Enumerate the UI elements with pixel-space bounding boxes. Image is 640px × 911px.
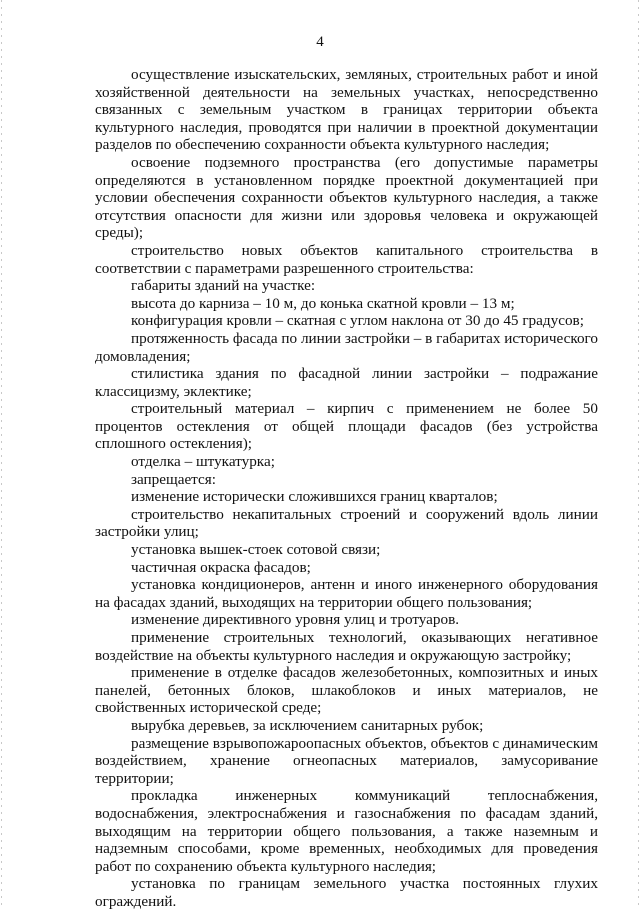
paragraph: вырубка деревьев, за исключением санитарных рубок; bbox=[131, 716, 484, 734]
paragraph: применение в отделке фасадов железобетонных, композитных и иных панелей, бетонных блоков, шлакоблоков и иных материалов, не свойственных исторической среде; bbox=[95, 664, 598, 717]
paragraph: изменение исторически сложившихся границ кварталов; bbox=[131, 488, 498, 506]
paragraph: освоение подземного пространства (его допустимые параметры определяются в установленном порядке проектной документацией при условии обеспечения сохранности объектов культурного наследия, а также отсутствия опасности для жизни или здоровья человека и окружающей среды); bbox=[95, 153, 598, 242]
paragraph: частичная окраска фасадов; bbox=[131, 558, 311, 576]
paragraph: высота до карниза – 10 м, до конька скатной кровли – 13 м; bbox=[131, 294, 515, 312]
paragraph: протяженность фасада по линии застройки – в габаритах исторического домовладения; bbox=[95, 329, 598, 365]
paragraph: отделка – штукатурка; bbox=[131, 453, 275, 471]
document-body bbox=[95, 66, 598, 911]
paragraph: строительство новых объектов капитального строительства в соответствии с параметрами разрешенного строительства: bbox=[95, 241, 598, 277]
paragraph: установка вышек-стоек сотовой связи; bbox=[131, 541, 381, 559]
paragraph: запрещается: bbox=[131, 470, 216, 488]
paragraph: габариты зданий на участке: bbox=[131, 277, 316, 295]
scan-edge-left bbox=[1, 0, 2, 905]
paragraph: размещение взрывопожароопасных объектов, объектов с динамическим воздействием, хранение огнеопасных материалов, замусоривание территории; bbox=[95, 734, 598, 787]
paragraph: применение строительных технологий, оказывающих негативное воздействие на объекты культурного наследия и окружающую застройку; bbox=[95, 629, 598, 664]
paragraph: изменение директивного уровня улиц и тротуаров. bbox=[131, 611, 460, 629]
page-number: 4 bbox=[316, 34, 324, 50]
paragraph: осуществление изыскательских, земляных, строительных работ и иной хозяйственной деятельности на земельных участках, непосредственно связанных с земельным участком в границах территории объекта культурного наследия, проводятся при наличии в проектной документации разделов по обеспечению сохранности объекта культурного наследия; bbox=[95, 66, 598, 154]
paragraph: установка кондиционеров, антенн и иного инженерного оборудования на фасадах зданий, выходящих на территории общего пользования; bbox=[95, 576, 598, 611]
paragraph: установка по границам земельного участка постоянных глухих ограждений. bbox=[95, 875, 598, 910]
paragraph: стилистика здания по фасадной линии застройки – подражание классицизму, эклектике; bbox=[95, 365, 598, 400]
paragraph: прокладка инженерных коммуникаций теплоснабжения, водоснабжения, электроснабжения и газоснабжения по фасадам зданий, выходящим на территории общего пользования, а также наземным и надземным способами, кроме временных, необходимых для проведения работ по сохранению объекта культурного наследия; bbox=[95, 787, 598, 875]
paragraph: строительство некапитальных строений и сооружений вдоль линии застройки улиц; bbox=[95, 505, 598, 541]
scan-edge-right bbox=[638, 0, 639, 905]
paragraph: конфигурация кровли – скатная с углом наклона от 30 до 45 градусов; bbox=[131, 312, 584, 330]
paragraph: строительный материал – кирпич с применением не более 50 процентов остекления от общей площади фасадов (без устройства сплошного остекления); bbox=[95, 400, 598, 453]
